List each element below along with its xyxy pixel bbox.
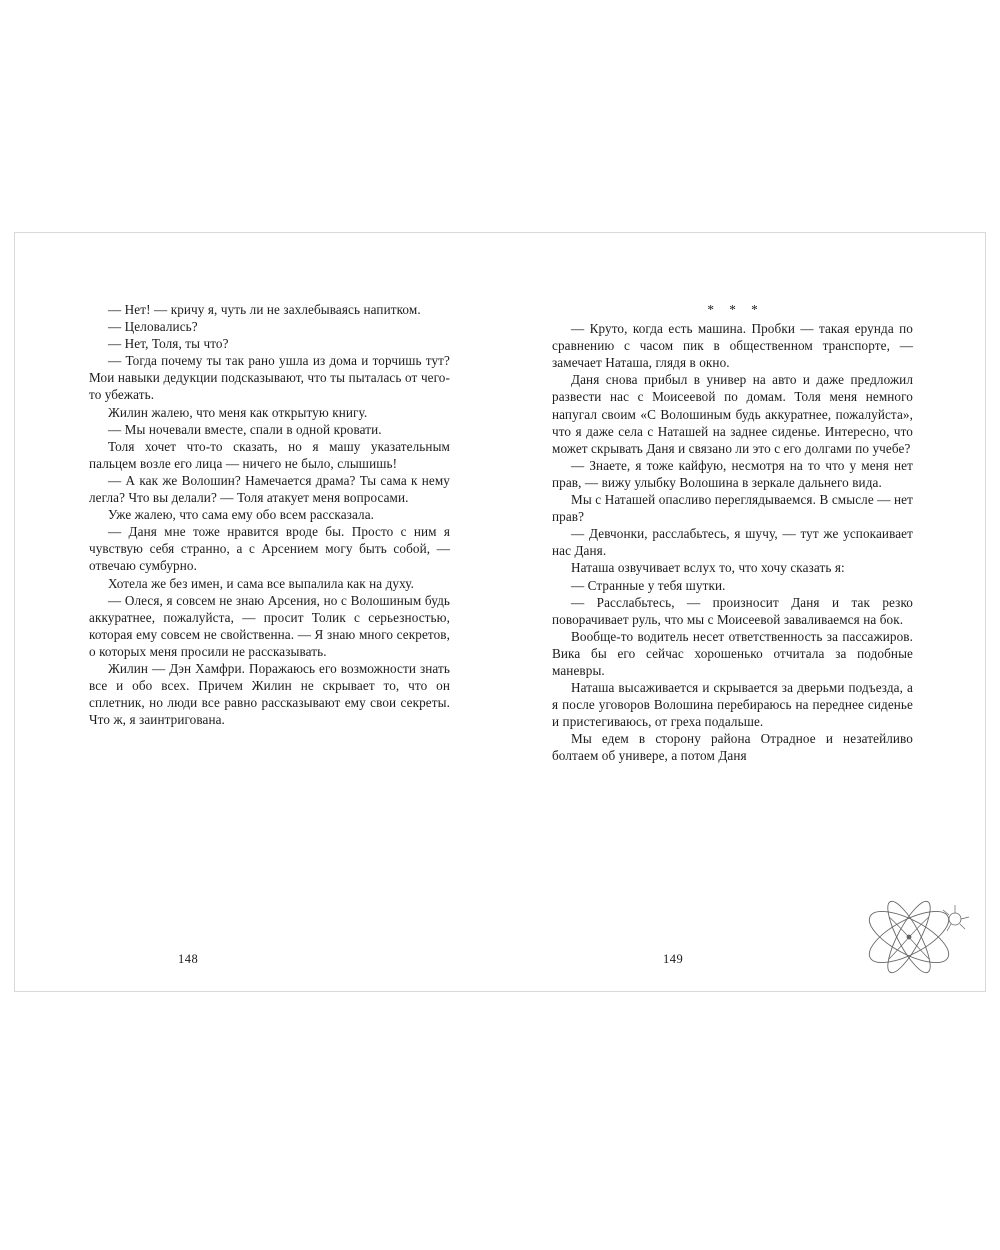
page-left: [15, 233, 500, 991]
paragraph: — Круто, когда есть машина. Пробки — такая ерунда по сравнению с часом пик в общественном транспорте, — замечает Наташа, глядя в окно.: [552, 321, 913, 371]
paragraph: Наташа высаживается и скрывается за дверьми подъезда, а я после уговоров Волошина перебираюсь на переднее сиденье и пристегиваюсь, от греха подальше.: [552, 680, 913, 730]
book-spread: [14, 232, 986, 992]
paragraph: Наташа озвучивает вслух то, что хочу сказать я:: [571, 560, 845, 576]
paragraph: — А как же Волошин? Намечается драма? Ты сама к нему легла? Что вы делали? — Толя атакует меня вопросами.: [89, 472, 450, 506]
paragraph: Даня снова прибыл в универ на авто и даже предложил развести нас с Моисеевой по домам. Толя меня немного напугал своим «С Волошиным будь аккуратнее, пожалуйста», что я даже села с Наташей на заднее сиденье. Интересно, что может скрывать Даня и связано ли это с его долгами по учебе?: [552, 372, 913, 456]
paragraph: Толя хочет что-то сказать, но я машу указательным пальцем возле его лица — ничего не было, слышишь!: [89, 438, 450, 471]
page-right: [500, 233, 985, 991]
paragraph: Жилин — Дэн Хамфри. Поражаюсь его возможности знать все и обо всех. Причем Жилин не скрывает то, что он сплетник, но люди все равно рассказывают ему свои секреты. Что ж, я заинтригована.: [89, 660, 450, 728]
paragraph: — Расслабьтесь, — произносит Даня и так резко поворачивает руль, что мы с Моисеевой заваливаемся на бок.: [552, 594, 913, 627]
paragraph: Жилин жалею, что меня как открытую книгу.: [108, 404, 368, 420]
page-number-right: 149: [663, 952, 684, 966]
paragraph: — Девчонки, расслабьтесь, я шучу, — тут же успокаивает нас Даня.: [552, 526, 913, 559]
page-number-left: 148: [178, 952, 199, 966]
page-left-text: [89, 301, 450, 728]
paragraph: — Мы ночевали вместе, спали в одной кровати.: [108, 421, 382, 437]
paragraph: — Тогда почему ты так рано ушла из дома и торчишь тут? Мои навыки дедукции подсказывают, что ты пыталась от чего-то убежать.: [89, 353, 450, 403]
paragraph: Мы с Наташей опасливо переглядываемся. В смысле — нет прав?: [552, 492, 913, 525]
paragraph: — Знаете, я тоже кайфую, несмотря на то что у меня нет прав, — вижу улыбку Волошина в зеркале дальнего вида.: [552, 457, 913, 490]
paragraph: — Даня мне тоже нравится вроде бы. Просто с ним я чувствую себя странно, а с Арсением могу быть собой, — отвечаю сумбурно.: [89, 524, 450, 574]
page-right-text: [552, 320, 913, 764]
paragraph: Мы едем в сторону района Отрадное и незатейливо болтаем об универе, а потом Даня: [552, 731, 913, 764]
paragraph: — Странные у тебя шутки.: [571, 577, 726, 593]
paragraph: Вообще-то водитель несет ответственность за пассажиров. Вика бы его сейчас хорошенько отчитала за подобные маневры.: [552, 628, 913, 678]
paragraph: Уже жалею, что сама ему обо всем рассказала.: [108, 507, 375, 523]
paragraph: — Олеся, я совсем не знаю Арсения, но с Волошиным будь аккуратнее, пожалуйста, — просит Толик с серьезностью, которая ему совсем не свойственна. — Я знаю много секретов, о которых меня просили не рассказывать.: [89, 592, 450, 659]
paragraph: — Нет, Толя, ты что?: [108, 336, 229, 352]
paragraph: — Нет! — кричу я, чуть ли не захлебываясь напитком.: [108, 302, 421, 317]
scene-break: * * *: [707, 302, 764, 317]
paragraph: Хотела же без имен, и сама все выпалила как на духу.: [108, 575, 415, 591]
paragraph: — Целовались?: [108, 319, 198, 335]
atom-swirl-ornament-icon: [859, 889, 979, 985]
